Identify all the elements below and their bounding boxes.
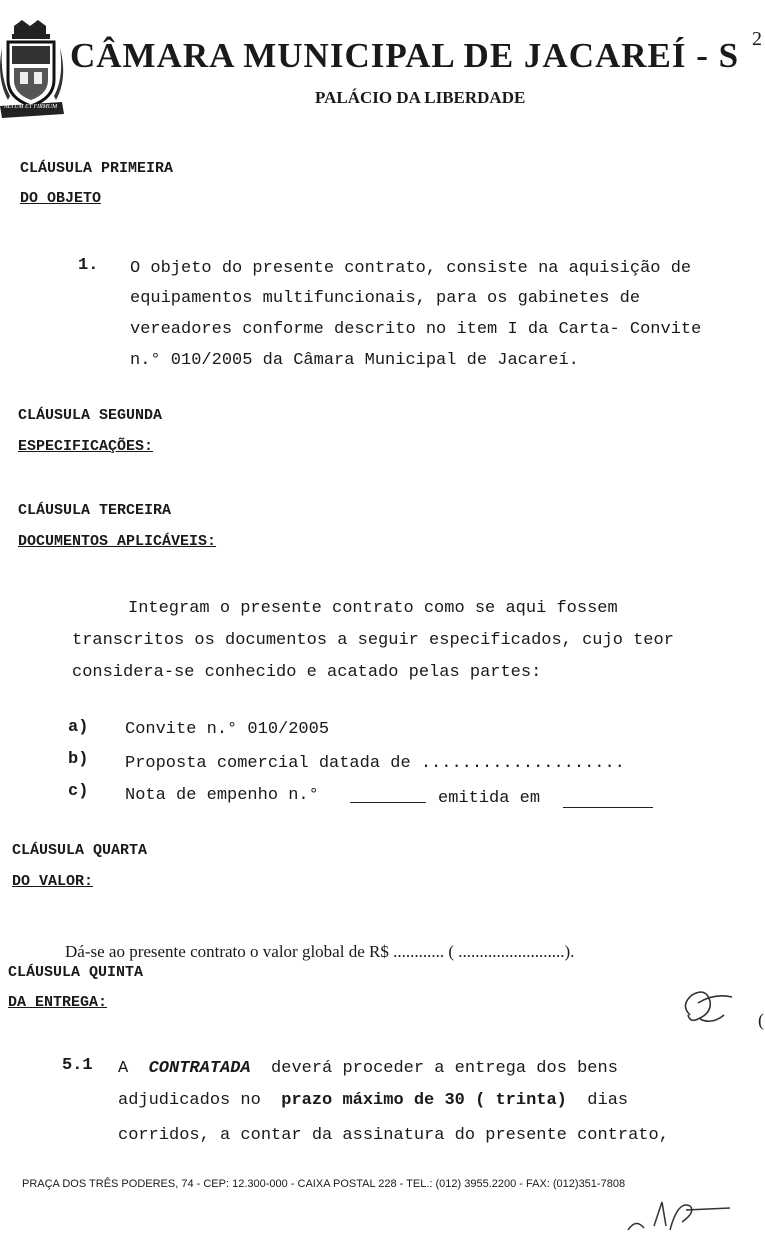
clause-3-line-1: Integram o presente contrato como se aqui fossem (128, 599, 618, 618)
clause-1-line-1: O objeto do presente contrato, consiste na aquisição de (130, 259, 692, 278)
clause-3-item-c-text-2: emitida em (438, 789, 541, 808)
clause-3-item-c-letter: c) (68, 782, 89, 801)
clause-3-item-c-text-1: Nota de empenho n.° (125, 786, 319, 805)
initials-signature-icon (676, 985, 736, 1034)
clause-5-line-2-b: dias (587, 1091, 629, 1110)
clause-5-line-2-a: adjudicados no (118, 1091, 261, 1110)
clause-3-item-a-text: Convite n.° 010/2005 (125, 720, 330, 739)
clause-4-subtitle: DO VALOR: (12, 873, 94, 890)
clause-5-line-3: corridos, a contar da assinatura do presente contrato, (118, 1126, 669, 1145)
empenho-number-blank (350, 788, 426, 803)
clause-3-title: CLÁUSULA TERCEIRA (18, 502, 172, 519)
clause-5-line-2 (118, 1091, 628, 1110)
clause-3-subtitle: DOCUMENTOS APLICÁVEIS: (18, 533, 217, 550)
clause-3-item-a-letter: a) (68, 718, 89, 737)
crest-motto: ALTUM ET FIRMUM (4, 104, 58, 110)
page-number: 2 (752, 28, 762, 50)
page-edge-mark: ( (758, 1010, 764, 1030)
clause-1-subtitle: DO OBJETO (20, 190, 102, 207)
clause-1-line-2: equipamentos multifuncionais, para os gabinetes de (130, 289, 641, 308)
clause-3-item-b-letter: b) (68, 750, 89, 769)
clause-5-title: CLÁUSULA QUINTA (8, 964, 144, 981)
clause-5-line-1-a: A (118, 1059, 129, 1078)
clause-1-title: CLÁUSULA PRIMEIRA (20, 160, 174, 177)
signature-icon (626, 1196, 736, 1238)
footer-address: PRAÇA DOS TRÊS PODERES, 74 - CEP: 12.300-000 - CAIXA POSTAL 228 - TEL.: (012) 3955.2200 - FAX: (012)351-7808 (22, 1178, 626, 1190)
clause-1-item-number: 1. (78, 256, 99, 275)
clause-4-text: Dá-se ao presente contrato o valor global de R$ ............ ( .........................). (65, 942, 575, 961)
coat-of-arms-icon (0, 18, 64, 118)
clause-4-title: CLÁUSULA QUARTA (12, 842, 148, 859)
emission-date-blank (563, 793, 653, 808)
deadline-text: prazo máximo de 30 ( trinta) (281, 1091, 567, 1110)
clause-3-line-2: transcritos os documentos a seguir especificados, cujo teor (72, 631, 674, 650)
contratada-label: CONTRATADA (148, 1059, 251, 1078)
page-title: CÂMARA MUNICIPAL DE JACAREÍ - S (70, 36, 740, 75)
clause-5-line-1-b: deverá proceder a entrega dos bens (271, 1059, 618, 1078)
clause-5-subtitle: DA ENTREGA: (8, 994, 108, 1011)
clause-5-line-1 (118, 1059, 618, 1078)
clause-1-line-3: vereadores conforme descrito no item I da Carta- Convite (130, 320, 702, 339)
clause-3-item-b-text: Proposta comercial datada de .................... (125, 754, 625, 773)
clause-2-title: CLÁUSULA SEGUNDA (18, 407, 163, 424)
clause-5-item-number: 5.1 (62, 1056, 93, 1075)
page-subtitle: PALÁCIO DA LIBERDADE (315, 88, 526, 107)
clause-3-line-3: considera-se conhecido e acatado pelas partes: (72, 663, 542, 682)
clause-1-line-4: n.° 010/2005 da Câmara Municipal de Jacareí. (130, 351, 579, 370)
clause-2-subtitle: ESPECIFICAÇÕES: (18, 438, 154, 455)
